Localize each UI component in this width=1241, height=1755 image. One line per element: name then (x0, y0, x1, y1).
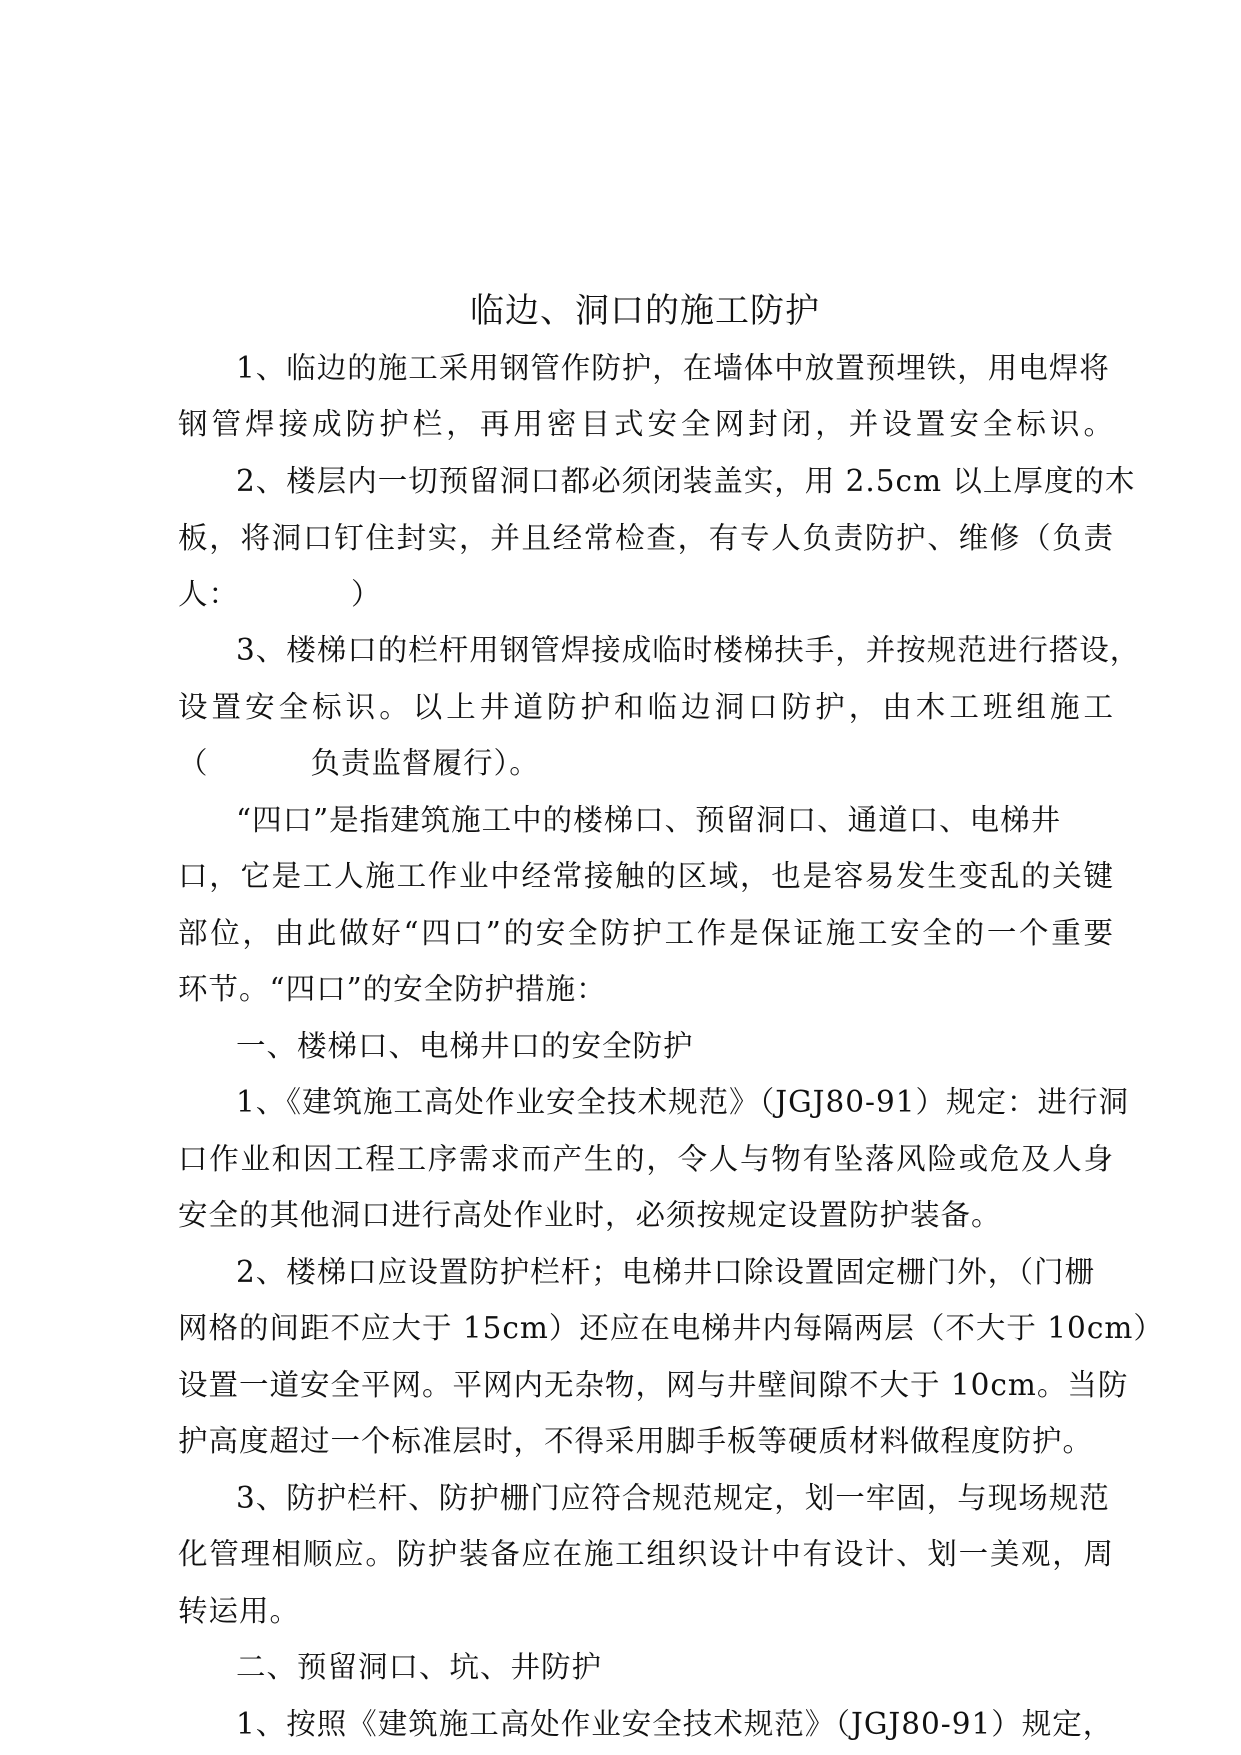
paragraph-line: 2、楼层内一切预留洞口都必须闭装盖实，用 2.5cm 以上厚度的木 (236, 464, 1136, 498)
section-heading: 二、预留洞口、坑、井防护 (236, 1650, 603, 1684)
paragraph-line: 1、《建筑施工高处作业安全技术规范》（JGJ80-91）规定：进行洞 (236, 1085, 1130, 1119)
document-title: 临边、洞口的施工防护 (470, 291, 820, 331)
section-heading: 一、楼梯口、电梯井口的安全防护 (236, 1029, 694, 1063)
paragraph-line: 设置安全标识。以上井道防护和临边洞口防护，由木工班组施工 (178, 690, 1114, 724)
paragraph-line: 化管理相顺应。防护装备应在施工组织设计中有设计、划一美观，周 (178, 1537, 1114, 1571)
paragraph-line: 3、楼梯口的栏杆用钢管焊接成临时楼梯扶手，并按规范进行搭设， (236, 633, 1141, 667)
paragraph-line: 1、按照《建筑施工高处作业安全技术规范》（JGJ80-91）规定， (236, 1707, 1114, 1741)
paragraph-line (178, 574, 382, 614)
paragraph-line: “四口”是指建筑施工中的楼梯口、预留洞口、通道口、电梯井 (236, 803, 1062, 837)
paragraph-line: 板，将洞口钉住封实，并且经常检查，有专人负责防护、维修（负责 (178, 521, 1114, 555)
paragraph-line: 转运用。 (178, 1594, 301, 1628)
opening-paren: （ (178, 746, 209, 780)
paragraph-line: 护高度超过一个标准层时，不得采用脚手板等硬质材料做程度防护。 (178, 1424, 1094, 1458)
supervisor-text: 负责监督履行）。 (310, 746, 540, 780)
paragraph-line (178, 743, 540, 783)
responsible-label: 人： (178, 577, 240, 611)
paragraph-line: 口作业和因工程工序需求而产生的，令人与物有坠落风险或危及人身 (178, 1142, 1114, 1176)
paragraph-line: 钢管焊接成防护栏，再用密目式安全网封闭，并设置安全标识。 (178, 407, 1114, 441)
paragraph-line: 网格的间距不应大于 15cm）还应在电梯井内每隔两层（不大于 10cm） (178, 1311, 1164, 1345)
paragraph-line: 部位，由此做好“四口”的安全防护工作是保证施工安全的一个重要 (178, 916, 1114, 950)
paragraph-line: 口，它是工人施工作业中经常接触的区域，也是容易发生变乱的关键 (178, 859, 1114, 893)
paragraph-line: 2、楼梯口应设置防护栏杆；电梯井口除设置固定栅门外，（门栅 (236, 1255, 1096, 1289)
paragraph-line: 3、防护栏杆、防护栅门应符合规范规定，划一牢固，与现场规范 (236, 1481, 1110, 1515)
paragraph-line: 设置一道安全平网。平网内无杂物，网与井壁间隙不大于 10cm。当防 (178, 1368, 1129, 1402)
paragraph-line: 安全的其他洞口进行高处作业时，必须按规定设置防护装备。 (178, 1198, 1002, 1232)
paragraph-line: 环节。“四口”的安全防护措施： (178, 972, 607, 1006)
closing-paren: ） (351, 577, 382, 611)
paragraph-line: 1、临边的施工采用钢管作防护，在墙体中放置预埋铁，用电焊将 (236, 351, 1110, 385)
